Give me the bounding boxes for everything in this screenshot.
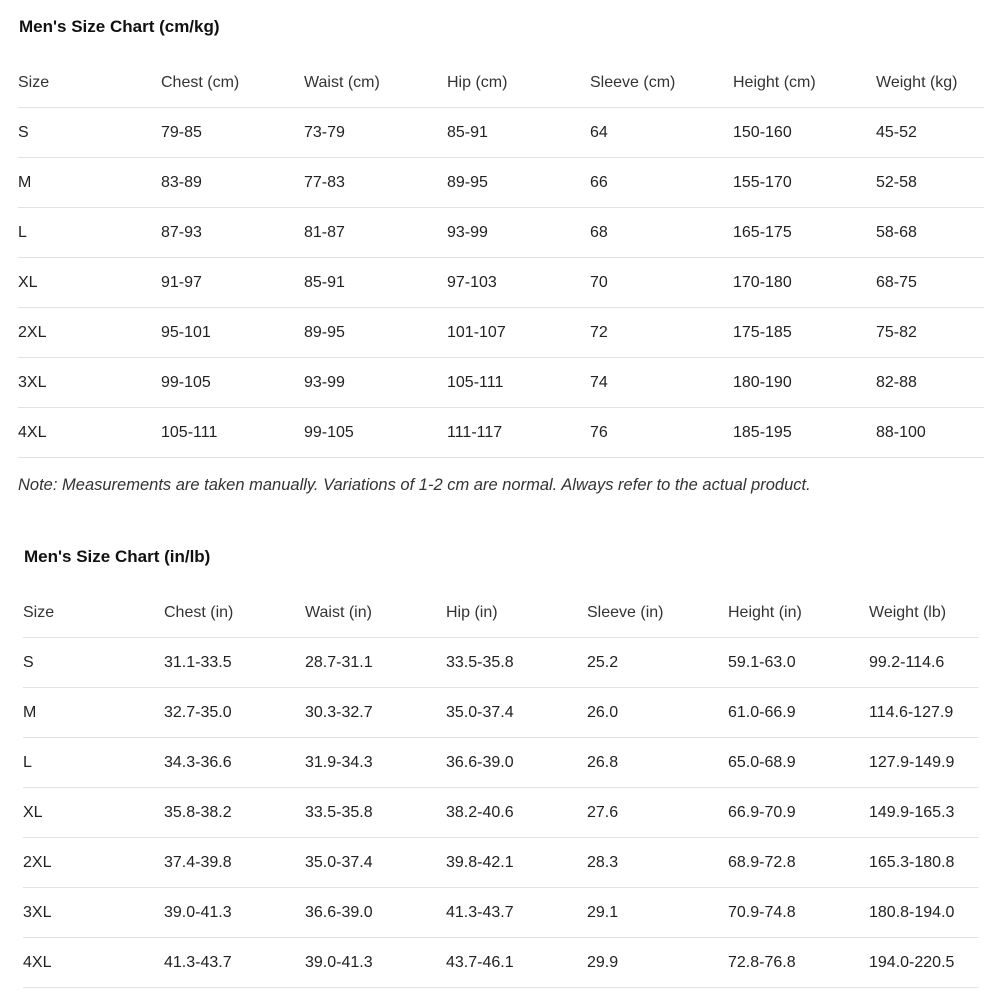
measurement-cell: 150-160 [733, 108, 876, 158]
size-label-cell: XL [18, 258, 161, 308]
column-header: Sleeve (cm) [590, 58, 733, 108]
measurement-cell: 37.4-39.8 [164, 838, 305, 888]
measurement-cell: 77-83 [304, 158, 447, 208]
table-header-row [18, 58, 984, 108]
measurement-cell: 165.3-180.8 [869, 838, 979, 888]
measurement-cell: 68-75 [876, 258, 984, 308]
column-header: Weight (kg) [876, 58, 984, 108]
size-label-cell: 4XL [18, 408, 161, 458]
measurement-cell: 39.0-41.3 [305, 938, 446, 988]
measurement-cell: 36.6-39.0 [305, 888, 446, 938]
measurement-cell: 105-111 [161, 408, 304, 458]
measurement-cell: 43.7-46.1 [446, 938, 587, 988]
measurement-cell: 99-105 [161, 358, 304, 408]
measurement-cell: 33.5-35.8 [305, 788, 446, 838]
measurement-cell: 165-175 [733, 208, 876, 258]
measurement-cell: 87-93 [161, 208, 304, 258]
table-row [23, 938, 979, 988]
table-row [23, 838, 979, 888]
measurement-cell: 127.9-149.9 [869, 738, 979, 788]
measurement-cell: 149.9-165.3 [869, 788, 979, 838]
measurement-cell: 74 [590, 358, 733, 408]
measurement-cell: 34.3-36.6 [164, 738, 305, 788]
measurement-cell: 38.2-40.6 [446, 788, 587, 838]
column-header: Size [23, 588, 164, 638]
measurement-cell: 82-88 [876, 358, 984, 408]
measurement-cell: 72.8-76.8 [728, 938, 869, 988]
table-row [23, 788, 979, 838]
measurement-cell: 41.3-43.7 [164, 938, 305, 988]
size-label-cell: 3XL [23, 888, 164, 938]
measurement-cell: 89-95 [447, 158, 590, 208]
measurement-cell: 39.0-41.3 [164, 888, 305, 938]
measurement-cell: 65.0-68.9 [728, 738, 869, 788]
column-header: Chest (in) [164, 588, 305, 638]
measurement-cell: 29.1 [587, 888, 728, 938]
measurement-cell: 66.9-70.9 [728, 788, 869, 838]
column-header: Size [18, 58, 161, 108]
measurement-cell: 85-91 [304, 258, 447, 308]
table-row [23, 738, 979, 788]
size-label-cell: 2XL [23, 838, 164, 888]
measurement-cell: 28.7-31.1 [305, 638, 446, 688]
table-row [18, 208, 984, 258]
measurement-cell: 58-68 [876, 208, 984, 258]
measurement-cell: 59.1-63.0 [728, 638, 869, 688]
measurement-cell: 81-87 [304, 208, 447, 258]
measurement-cell: 61.0-66.9 [728, 688, 869, 738]
measurement-cell: 155-170 [733, 158, 876, 208]
size-label-cell: L [18, 208, 161, 258]
measurement-cell: 27.6 [587, 788, 728, 838]
table-row [23, 688, 979, 738]
measurement-cell: 25.2 [587, 638, 728, 688]
measurement-cell: 91-97 [161, 258, 304, 308]
measurement-cell: 36.6-39.0 [446, 738, 587, 788]
measurement-cell: 99-105 [304, 408, 447, 458]
size-label-cell: 2XL [18, 308, 161, 358]
size-label-cell: L [23, 738, 164, 788]
measurement-cell: 41.3-43.7 [446, 888, 587, 938]
table-row [18, 308, 984, 358]
measurement-cell: 35.0-37.4 [446, 688, 587, 738]
measurement-cell: 180-190 [733, 358, 876, 408]
column-header: Waist (cm) [304, 58, 447, 108]
size-label-cell: S [23, 638, 164, 688]
measurement-cell: 52-58 [876, 158, 984, 208]
table-row [18, 408, 984, 458]
in-chart-title: Men's Size Chart (in/lb) [24, 547, 211, 566]
measurement-cell: 111-117 [447, 408, 590, 458]
column-header: Hip (in) [446, 588, 587, 638]
measurement-cell: 35.0-37.4 [305, 838, 446, 888]
measurement-cell: 64 [590, 108, 733, 158]
measurement-cell: 70.9-74.8 [728, 888, 869, 938]
column-header: Height (in) [728, 588, 869, 638]
measurement-cell: 26.0 [587, 688, 728, 738]
measurement-cell: 194.0-220.5 [869, 938, 979, 988]
size-label-cell: 3XL [18, 358, 161, 408]
measurement-cell: 68 [590, 208, 733, 258]
measurement-note: Note: Measurements are taken manually. Variations of 1-2 cm are normal. Always refer to the actual product. [18, 476, 811, 494]
measurement-cell: 70 [590, 258, 733, 308]
measurement-cell: 95-101 [161, 308, 304, 358]
measurement-cell: 75-82 [876, 308, 984, 358]
size-label-cell: M [18, 158, 161, 208]
measurement-cell: 93-99 [447, 208, 590, 258]
column-header: Sleeve (in) [587, 588, 728, 638]
measurement-cell: 97-103 [447, 258, 590, 308]
measurement-cell: 39.8-42.1 [446, 838, 587, 888]
measurement-cell: 33.5-35.8 [446, 638, 587, 688]
measurement-cell: 73-79 [304, 108, 447, 158]
measurement-cell: 170-180 [733, 258, 876, 308]
measurement-cell: 85-91 [447, 108, 590, 158]
column-header: Weight (lb) [869, 588, 979, 638]
cm-size-table [18, 58, 984, 458]
measurement-cell: 185-195 [733, 408, 876, 458]
in-size-table [23, 588, 979, 988]
measurement-cell: 72 [590, 308, 733, 358]
measurement-cell: 114.6-127.9 [869, 688, 979, 738]
size-label-cell: 4XL [23, 938, 164, 988]
measurement-cell: 26.8 [587, 738, 728, 788]
table-row [23, 638, 979, 688]
measurement-cell: 28.3 [587, 838, 728, 888]
measurement-cell: 175-185 [733, 308, 876, 358]
measurement-cell: 101-107 [447, 308, 590, 358]
column-header: Height (cm) [733, 58, 876, 108]
measurement-cell: 66 [590, 158, 733, 208]
table-header-row [23, 588, 979, 638]
measurement-cell: 30.3-32.7 [305, 688, 446, 738]
measurement-cell: 31.1-33.5 [164, 638, 305, 688]
measurement-cell: 180.8-194.0 [869, 888, 979, 938]
column-header: Chest (cm) [161, 58, 304, 108]
table-row [23, 888, 979, 938]
measurement-cell: 83-89 [161, 158, 304, 208]
measurement-cell: 35.8-38.2 [164, 788, 305, 838]
measurement-cell: 31.9-34.3 [305, 738, 446, 788]
size-label-cell: M [23, 688, 164, 738]
table-row [18, 358, 984, 408]
table-row [18, 258, 984, 308]
measurement-cell: 45-52 [876, 108, 984, 158]
measurement-cell: 68.9-72.8 [728, 838, 869, 888]
column-header: Hip (cm) [447, 58, 590, 108]
measurement-cell: 76 [590, 408, 733, 458]
measurement-cell: 79-85 [161, 108, 304, 158]
table-row [18, 158, 984, 208]
cm-chart-title: Men's Size Chart (cm/kg) [19, 17, 220, 36]
measurement-cell: 32.7-35.0 [164, 688, 305, 738]
table-row [18, 108, 984, 158]
measurement-cell: 89-95 [304, 308, 447, 358]
measurement-cell: 99.2-114.6 [869, 638, 979, 688]
measurement-cell: 88-100 [876, 408, 984, 458]
measurement-cell: 105-111 [447, 358, 590, 408]
measurement-cell: 93-99 [304, 358, 447, 408]
column-header: Waist (in) [305, 588, 446, 638]
size-label-cell: XL [23, 788, 164, 838]
measurement-cell: 29.9 [587, 938, 728, 988]
size-label-cell: S [18, 108, 161, 158]
